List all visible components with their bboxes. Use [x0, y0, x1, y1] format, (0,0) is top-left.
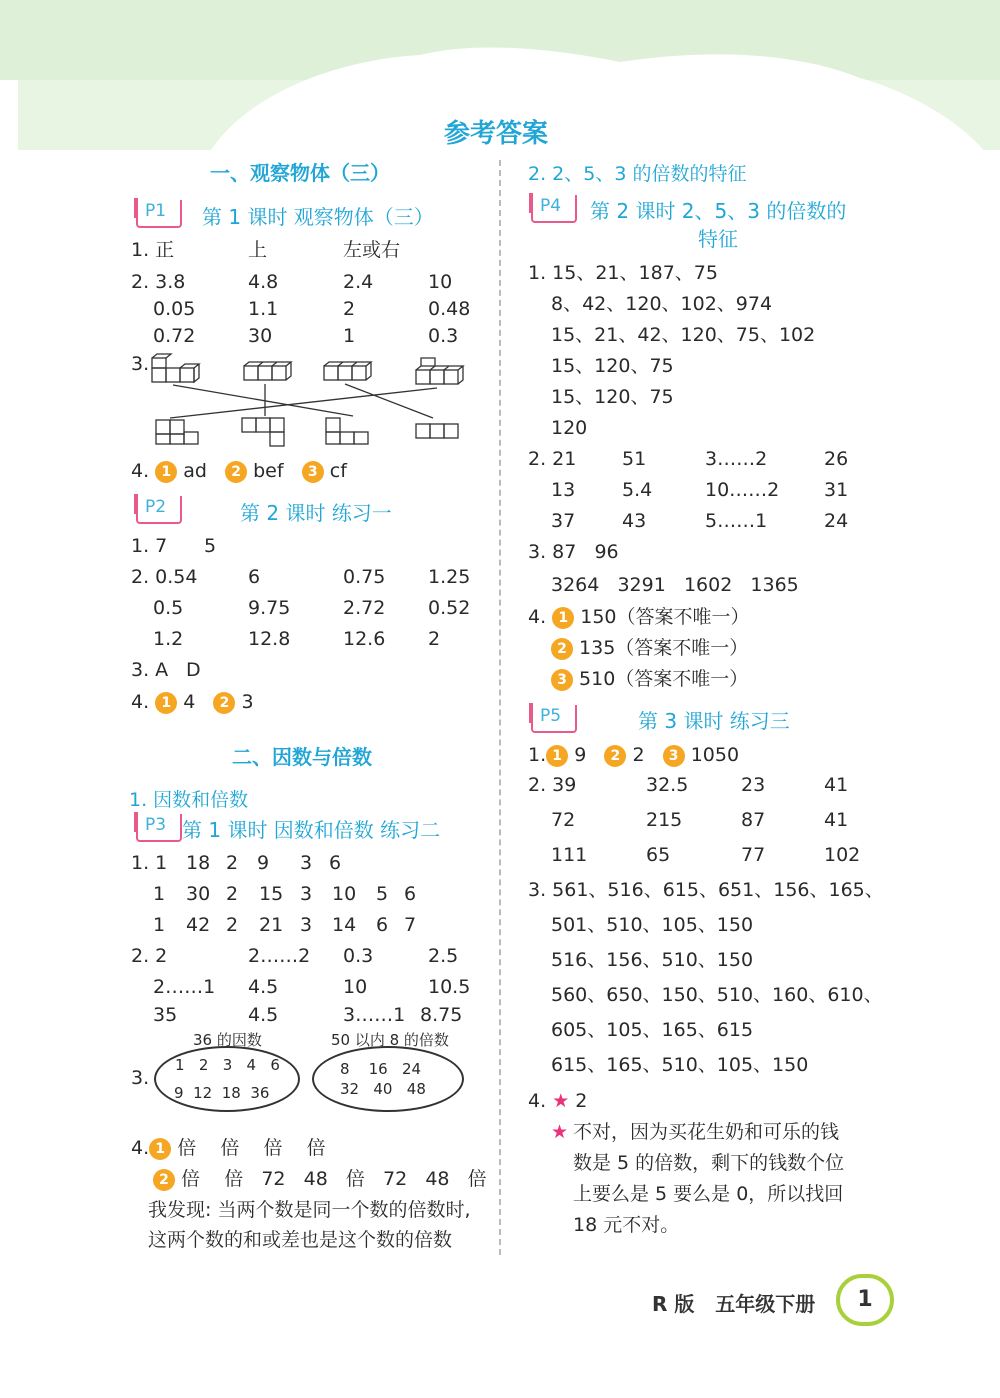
answer-text: 42 [186, 914, 211, 936]
answer-text: 0.3 [428, 325, 459, 347]
answer-text: 2 [428, 628, 441, 650]
answer-text: 13 [551, 479, 576, 501]
answer-text: 2 [343, 298, 356, 320]
circled-number: 3 [663, 745, 685, 767]
section-heading: 1. 因数和倍数 [129, 789, 249, 811]
answer-text: 30 [186, 883, 211, 905]
lesson-title-p2: 第 2 课时 练习一 [240, 501, 392, 525]
answer-text: 24 [824, 510, 849, 532]
answer-text: 1.25 [428, 566, 471, 588]
answer-text: 0.52 [428, 597, 471, 619]
answer-text: 41 [824, 774, 849, 796]
answer-text: D [186, 659, 201, 681]
answer-text: 2 [226, 914, 239, 936]
answer-text: 18 元不对。 [573, 1214, 680, 1236]
answer-text: 18 [186, 852, 211, 874]
star-icon: ★ [552, 1090, 570, 1112]
answer-text: 0.72 [153, 325, 196, 347]
answer-text: 111 [551, 844, 588, 866]
answer-text: 3 [300, 852, 313, 874]
answer-text: 215 [646, 809, 683, 831]
answer-text: 1.2 [153, 628, 184, 650]
answer-text: 15、120、75 [551, 355, 674, 377]
answer-text: 上 [248, 239, 268, 261]
answer-text: 0.75 [343, 566, 386, 588]
answer-text: 0.3 [343, 945, 374, 967]
answer-text: 2. 2 [131, 945, 168, 967]
answer-text: 4. 1 ad 2 bef 3 cf [131, 460, 347, 482]
answer-text: 10.5 [428, 976, 471, 998]
answer-text: 3. [131, 353, 150, 375]
answer-text: 2. 0.54 [131, 566, 198, 588]
answer-text: 2……2 [248, 945, 311, 967]
circled-number: 1 [155, 692, 177, 714]
answer-text: 4. 1 4 2 3 [131, 691, 254, 713]
answer-text: 120 [551, 417, 588, 439]
circled-number: 3 [551, 669, 573, 691]
answer-text: 0.05 [153, 298, 196, 320]
answer-text: 51 [622, 448, 647, 470]
answer-text: 9.75 [248, 597, 291, 619]
answer-text: 左或右 [343, 239, 401, 261]
answer-text: 5 [376, 883, 389, 905]
answer-text: 1. 1 [131, 852, 168, 874]
answer-text: 10 [343, 976, 368, 998]
answer-text: 37 [551, 510, 576, 532]
answer-text: 2. 39 [528, 774, 577, 796]
answer-text: 1 [153, 883, 166, 905]
circled-number: 1 [552, 607, 574, 629]
cube-matching-diagram [148, 352, 468, 452]
set-values: 8 16 24 [340, 1060, 422, 1078]
circled-number: 2 [213, 692, 235, 714]
answer-text: 41 [824, 809, 849, 831]
answer-text: 560、650、150、510、160、610、 [551, 984, 883, 1006]
answer-text: 12.6 [343, 628, 386, 650]
answer-text: 23 [741, 774, 766, 796]
set-title-factors: 36 的因数 [193, 1031, 262, 1049]
answer-text: 1.1 [248, 298, 279, 320]
circled-number: 2 [604, 745, 626, 767]
answer-text: 7 [404, 914, 417, 936]
page-badge-p2: P2 [136, 496, 182, 524]
answer-text: 10 [332, 883, 357, 905]
answer-text: 43 [622, 510, 647, 532]
star-icon: ★ [551, 1121, 569, 1143]
answer-text: 30 [248, 325, 273, 347]
answer-text: 72 [551, 809, 576, 831]
lesson-title-p4-cont: 特征 [698, 227, 738, 251]
section-heading: 2. 2、5、3 的倍数的特征 [528, 163, 747, 185]
answer-text: 3……1 [343, 1004, 406, 1026]
set-values: 9 12 18 36 [174, 1084, 270, 1102]
answer-text: 上要么是 5 要么是 0，所以找回 [573, 1183, 844, 1205]
answer-text: 8.75 [420, 1004, 463, 1026]
answer-text: 2.5 [428, 945, 459, 967]
answer-text: 4.8 [248, 271, 279, 293]
answer-text: 2……1 [153, 976, 216, 998]
circled-number: 2 [551, 638, 573, 660]
answer-text: 4.5 [248, 1004, 279, 1026]
answer-text: 2 135（答案不唯一） [551, 636, 748, 660]
answer-text: 5 [204, 535, 217, 557]
answer-text: 5……1 [705, 510, 768, 532]
answer-text: 87 [741, 809, 766, 831]
answer-text: 3. A [131, 659, 169, 681]
answer-text: 8、42、120、102、974 [551, 293, 773, 315]
page-title: 参考答案 [444, 119, 549, 149]
answer-text: 65 [646, 844, 671, 866]
answer-text: 10 [428, 271, 453, 293]
unit-heading-2: 二、因数与倍数 [232, 745, 372, 769]
answer-text: 14 [332, 914, 357, 936]
answer-text: 4. 1 150（答案不唯一） [528, 606, 750, 628]
answer-text: 3 [300, 914, 313, 936]
answer-text: 不对，因为买花生奶和可乐的钱 [573, 1121, 840, 1143]
answer-text: 3. [131, 1067, 150, 1089]
column-divider [499, 160, 501, 1255]
answer-text: 2. 21 [528, 448, 577, 470]
circled-number: 3 [302, 461, 324, 483]
answer-text: 615、165、510、105、150 [551, 1054, 809, 1076]
circled-number: 1 [155, 461, 177, 483]
unit-heading-1: 一、观察物体（三） [210, 161, 390, 185]
page-number: 1 [836, 1274, 894, 1326]
answer-text: 9 [257, 852, 270, 874]
answer-text: 501、510、105、150 [551, 914, 754, 936]
answer-text: 3……2 [705, 448, 768, 470]
answer-text: 4.5 [248, 976, 279, 998]
answer-text: 1. 15、21、187、75 [528, 262, 718, 284]
set-values: 1 2 3 4 6 [175, 1056, 280, 1074]
answer-text: 35 [153, 1004, 178, 1026]
answer-text: 1. 1 9 2 2 3 1050 [528, 744, 740, 766]
answer-text: 3. 561、516、615、651、156、165、 [528, 879, 884, 901]
answer-text: 6 [376, 914, 389, 936]
answer-text: 2. 3.8 [131, 271, 186, 293]
multiple-set-ellipse [312, 1046, 464, 1112]
answer-text: 2.4 [343, 271, 374, 293]
answer-text: 4. ★ 2 [528, 1090, 588, 1112]
set-values: 32 40 48 [340, 1080, 426, 1098]
answer-text: 26 [824, 448, 849, 470]
answer-text: 21 [259, 914, 284, 936]
answer-text: 2 倍 倍 72 48 倍 72 48 倍 [153, 1167, 487, 1191]
answer-text: 数是 5 的倍数，剩下的钱数个位 [573, 1152, 845, 1174]
answer-text: 15 [259, 883, 284, 905]
answer-text: 15、21、42、120、75、102 [551, 324, 816, 346]
answer-text: 2 [226, 852, 239, 874]
lesson-title-p3: 第 1 课时 因数和倍数 练习二 [182, 818, 441, 842]
page-badge-p1: P1 [136, 200, 182, 228]
circled-number: 2 [225, 461, 247, 483]
answer-text: 1. 正 [131, 239, 175, 261]
circled-number: 1 [546, 745, 568, 767]
lesson-title-p1: 第 1 课时 观察物体（三） [202, 205, 434, 229]
lesson-title-p5: 第 3 课时 练习三 [638, 709, 790, 733]
answer-text: 1 [153, 914, 166, 936]
answer-text: 6 [248, 566, 261, 588]
answer-text: 我发现: 当两个数是同一个数的倍数时, [148, 1199, 471, 1221]
answer-text: 15、120、75 [551, 386, 674, 408]
answer-text: 605、105、165、615 [551, 1019, 754, 1041]
answer-text: 77 [741, 844, 766, 866]
answer-text: 3 510（答案不唯一） [551, 667, 748, 691]
answer-text: 这两个数的和或差也是这个数的倍数 [148, 1229, 453, 1251]
answer-text: 10……2 [705, 479, 780, 501]
edition-label: R 版 五年级下册 [652, 1292, 816, 1316]
page-badge-p3: P3 [136, 814, 182, 842]
answer-text: 516、156、510、150 [551, 949, 754, 971]
page-badge-p4: P4 [531, 195, 577, 223]
circled-number: 2 [153, 1169, 175, 1191]
page-badge-p5: P5 [531, 705, 577, 733]
answer-text: 3. 87 96 [528, 541, 619, 563]
answer-text: 32.5 [646, 774, 689, 796]
circled-number: 1 [149, 1138, 171, 1160]
answer-text: 6 [404, 883, 417, 905]
answer-text: 1 [343, 325, 356, 347]
answer-text: 31 [824, 479, 849, 501]
answer-text: 12.8 [248, 628, 291, 650]
answer-text: 5.4 [622, 479, 653, 501]
answer-text: 2 [226, 883, 239, 905]
answer-text: 3 [300, 883, 313, 905]
answer-text: 6 [329, 852, 342, 874]
answer-text: 3264 3291 1602 1365 [551, 574, 799, 596]
answer-text: 1. 7 [131, 535, 168, 557]
answer-text: 0.48 [428, 298, 471, 320]
answer-text: 4. 1 倍 倍 倍 倍 [131, 1137, 326, 1159]
set-title-multiples: 50 以内 8 的倍数 [331, 1031, 449, 1049]
answer-text: 2.72 [343, 597, 386, 619]
answer-text: 0.5 [153, 597, 184, 619]
lesson-title-p4: 第 2 课时 2、5、3 的倍数的 [590, 199, 847, 223]
answer-text: 102 [824, 844, 861, 866]
